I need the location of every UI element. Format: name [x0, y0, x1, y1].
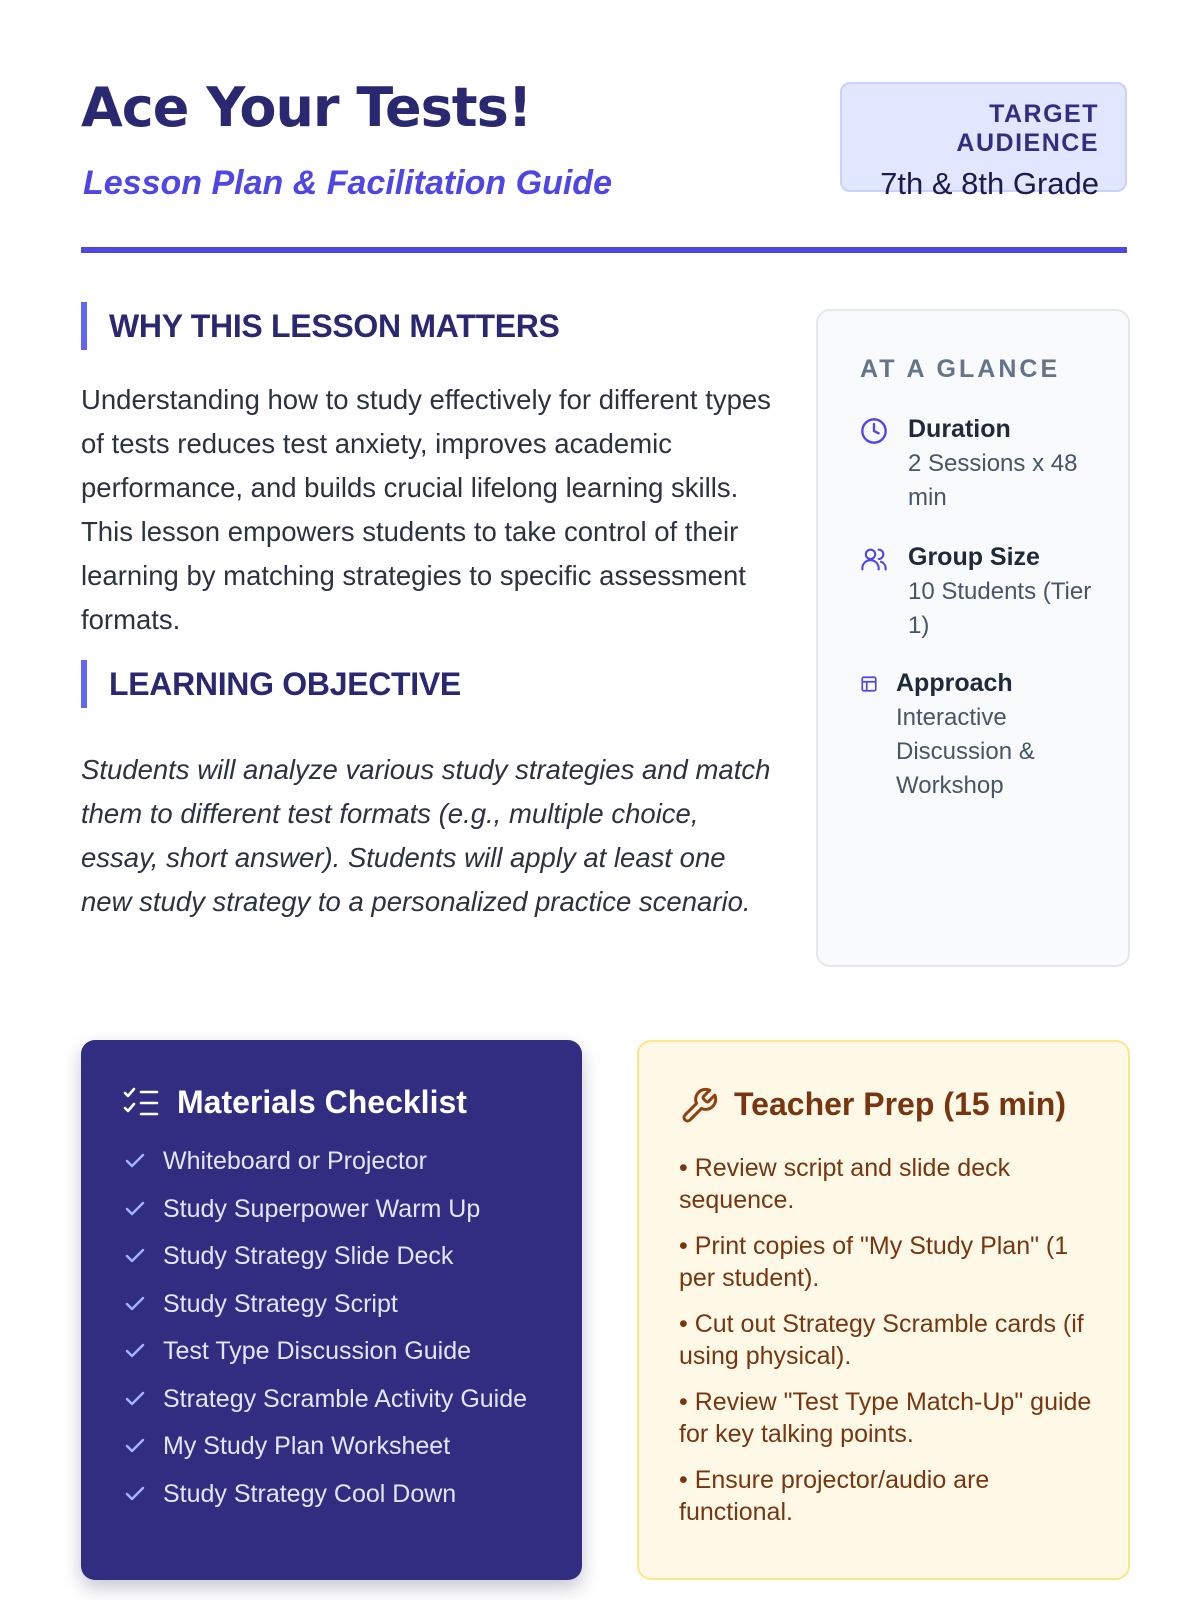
list-item-label: Study Superpower Warm Up	[163, 1194, 481, 1223]
list-item	[123, 1192, 527, 1240]
glance-value: Interactive Discussion & Workshop	[896, 704, 1035, 799]
teacher-prep-card	[637, 1040, 1130, 1580]
list-item-label: Study Strategy Slide Deck	[163, 1242, 454, 1270]
objective-text: Students will analyze various study strategies and match them to different test formats (e.g., multiple choice, essay, short answer). Students will apply at least one new study strategy to a personalized practice scenario.	[81, 754, 771, 917]
list-item	[123, 1144, 527, 1192]
list-item-label: Whiteboard or Projector	[163, 1147, 428, 1175]
list-item-label: Study Strategy Cool Down	[163, 1479, 457, 1508]
check-icon	[125, 1295, 145, 1313]
list-item-label: My Study Plan Worksheet	[163, 1432, 451, 1460]
materials-title: Materials Checklist	[177, 1084, 467, 1120]
check-icon	[125, 1247, 145, 1265]
users-icon	[860, 545, 888, 578]
glance-title: Approach	[896, 669, 1013, 697]
glance-item-duration	[860, 411, 1100, 515]
check-icon	[125, 1200, 145, 1218]
check-icon	[125, 1342, 145, 1360]
list-item	[123, 1239, 527, 1287]
wrench-icon	[679, 1086, 719, 1131]
why-text: Understanding how to study effectively for different types of tests reduces test anxiety, improves academic performance, and builds crucial lifelong learning skills. This lesson empowers students to take control of their learning by matching strategies to specific assessment formats.	[81, 384, 771, 635]
page-subtitle: Lesson Plan & Facilitation Guide	[83, 164, 612, 202]
list-item-label: Strategy Scramble Activity Guide	[163, 1384, 528, 1413]
page-header	[81, 78, 1127, 262]
check-icon	[125, 1390, 145, 1408]
glance-label: AT A GLANCE	[860, 355, 1061, 383]
list-item: • Review "Test Type Match-Up" guide for key talking points.	[679, 1388, 1092, 1448]
list-item: • Ensure projector/audio are functional.	[679, 1466, 990, 1526]
list-item	[123, 1382, 527, 1430]
list-item	[123, 1429, 527, 1477]
list-item	[123, 1287, 527, 1335]
glance-item-approach	[860, 665, 1100, 803]
audience-value: 7th & 8th Grade	[880, 166, 1099, 201]
glance-value: 2 Sessions x 48 min	[908, 450, 1078, 511]
list-item: • Cut out Strategy Scramble cards (if using physical).	[679, 1310, 1084, 1370]
materials-checklist-card	[81, 1040, 582, 1580]
why-heading: WHY THIS LESSON MATTERS	[81, 302, 560, 350]
glance-item-group-size	[860, 539, 1100, 643]
check-icon	[125, 1152, 145, 1170]
glance-value: 10 Students (Tier 1)	[908, 578, 1092, 639]
prep-list	[679, 1152, 1099, 1542]
page-title: Ace Your Tests!	[81, 76, 532, 139]
check-icon	[125, 1437, 145, 1455]
check-icon	[125, 1485, 145, 1503]
target-audience-badge	[840, 82, 1127, 201]
list-item	[123, 1334, 527, 1382]
checklist-icon	[123, 1086, 159, 1125]
clock-icon	[860, 417, 888, 450]
prep-title: Teacher Prep (15 min)	[734, 1086, 1066, 1122]
list-item: • Print copies of "My Study Plan" (1 per student).	[679, 1232, 1069, 1292]
layout-icon	[860, 675, 878, 698]
glance-title: Group Size	[908, 543, 1040, 571]
materials-list	[123, 1144, 527, 1524]
objective-heading: LEARNING OBJECTIVE	[81, 660, 461, 708]
list-item-label: Test Type Discussion Guide	[163, 1337, 472, 1365]
at-a-glance-panel	[816, 309, 1130, 967]
glance-title: Duration	[908, 415, 1011, 443]
list-item-label: Study Strategy Script	[163, 1289, 398, 1318]
audience-label: TARGET AUDIENCE	[956, 100, 1099, 157]
list-item	[123, 1477, 527, 1525]
list-item: • Review script and slide deck sequence.	[679, 1154, 1011, 1214]
header-divider	[81, 247, 1127, 253]
